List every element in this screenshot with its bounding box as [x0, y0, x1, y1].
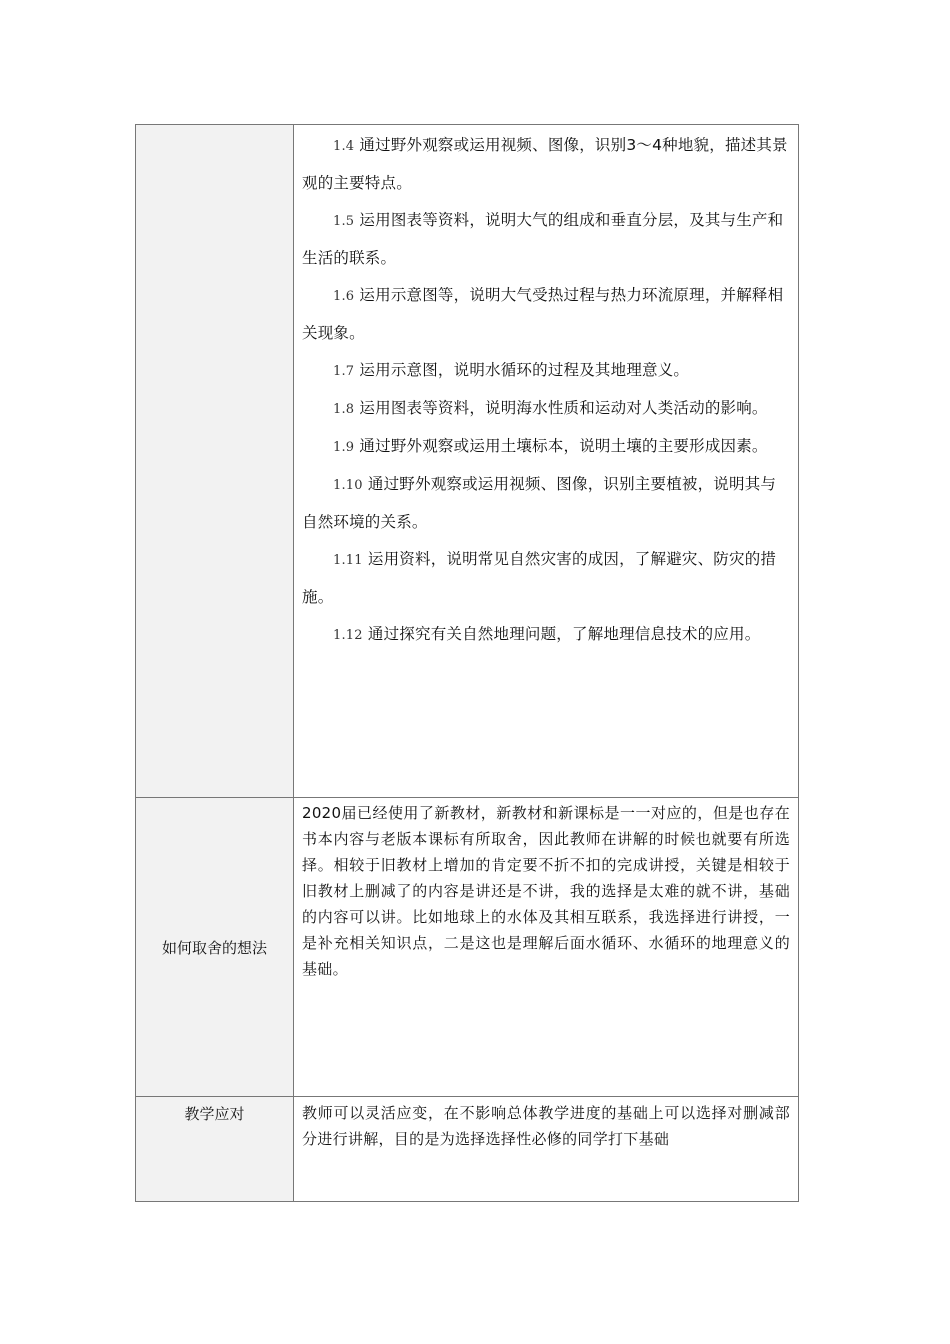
- tradeoff-label: 如何取舍的想法: [136, 798, 294, 1097]
- empty-label-cell: [136, 125, 294, 798]
- standard-item: [302, 352, 790, 390]
- table-row-tradeoff: [136, 798, 799, 1097]
- table-row-teaching: [136, 1097, 799, 1202]
- teaching-text: 教师可以灵活应变，在不影响总体教学进度的基础上可以选择对删减部分进行讲解，目的是为选择选择性必修的同学打下基础: [302, 1104, 790, 1148]
- standard-text: 运用示意图等，说明大气受热过程与热力环流原理，并解释相关现象。: [302, 286, 784, 342]
- standard-number: 1.12: [333, 628, 363, 643]
- standard-number: 1.10: [333, 478, 363, 493]
- standard-item: [302, 541, 790, 616]
- standards-list: [294, 125, 798, 654]
- tradeoff-text: 2020届已经使用了新教材，新教材和新课标是一一对应的，但是也存在书本内容与老版本课标有所取舍，因此教师在讲解的时候也就要有所选择。相较于旧教材上增加的肯定要不折不扣的完成讲授，关键是相较于旧教材上删减了的内容是讲还是不讲，我的选择是太难的就不讲，基础的内容可以讲。比如地球上的水体及其相互联系，我选择进行讲授，一是补充相关知识点，二是这也是理解后面水循环、水循环的地理意义的基础。: [302, 804, 790, 978]
- standard-text: 运用资料，说明常见自然灾害的成因，了解避灾、防灾的措施。: [302, 550, 777, 606]
- standard-number: 1.9: [333, 440, 355, 455]
- table-row-standards: [136, 125, 799, 798]
- standard-text: 通过探究有关自然地理问题，了解地理信息技术的应用。: [367, 625, 761, 643]
- standards-cell: [294, 125, 799, 798]
- standard-text: 通过野外观察或运用视频、图像，识别主要植被，说明其与自然环境的关系。: [302, 475, 777, 531]
- standard-item: [302, 127, 790, 202]
- standard-item: [302, 202, 790, 277]
- standard-text: 通过野外观察或运用土壤标本，说明土壤的主要形成因素。: [359, 437, 768, 455]
- standard-number: 1.8: [333, 402, 355, 417]
- standard-number: 1.11: [333, 553, 363, 568]
- standard-text: 运用图表等资料，说明大气的组成和垂直分层，及其与生产和生活的联系。: [302, 211, 784, 267]
- standard-item: [302, 428, 790, 466]
- standard-number: 1.6: [333, 289, 355, 304]
- standard-number: 1.4: [333, 139, 355, 154]
- standard-item: [302, 466, 790, 541]
- standard-text: 通过野外观察或运用视频、图像，识别3～4种地貌，描述其景观的主要特点。: [302, 136, 788, 192]
- standard-number: 1.5: [333, 214, 355, 229]
- curriculum-table: [135, 124, 799, 1202]
- standard-item: [302, 616, 790, 654]
- standard-number: 1.7: [333, 364, 355, 379]
- tradeoff-content-cell: [294, 798, 799, 1097]
- standard-text: 运用示意图，说明水循环的过程及其地理意义。: [359, 361, 690, 379]
- standard-item: [302, 390, 790, 428]
- teaching-content-cell: [294, 1097, 799, 1202]
- standard-text: 运用图表等资料，说明海水性质和运动对人类活动的影响。: [359, 399, 768, 417]
- standard-item: [302, 277, 790, 352]
- teaching-label: 教学应对: [136, 1097, 294, 1202]
